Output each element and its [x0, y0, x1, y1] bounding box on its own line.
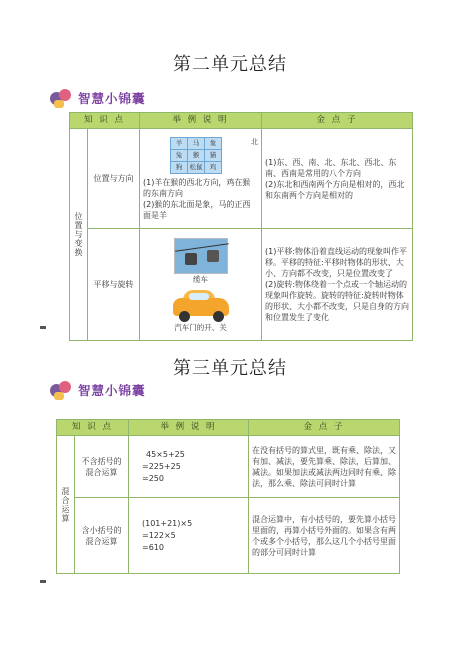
animal-grid: 羊 马 象 兔 猴 猫 狗 松鼠 鸡: [170, 137, 222, 174]
cable-car-caption: 缆车: [193, 275, 208, 284]
tips-cell: [262, 129, 413, 229]
calc-line: =250: [142, 473, 164, 483]
example-line: (2)猴的东北面是象，马的正西面是羊: [143, 199, 251, 220]
table-row: [70, 129, 413, 229]
unit3-table: [56, 419, 400, 574]
example-line: (1)羊在猴的西北方向，鸡在猴的东南方向: [143, 177, 251, 198]
group-label: 位置与变换: [70, 129, 88, 341]
table-header-row: [57, 420, 400, 436]
header-knowledge: 知 识 点: [57, 420, 129, 436]
example-cell: [140, 129, 262, 229]
unit3-title: 第三单元总结: [173, 358, 287, 379]
scan-mark: [40, 326, 46, 329]
table-row: [70, 229, 413, 341]
header-example: 举 例 说 明: [129, 420, 249, 436]
mascot-icon: [50, 88, 72, 108]
brand-label: 智慧小锦囊: [78, 91, 146, 106]
mascot-icon: [50, 380, 72, 400]
tips-cell: 混合运算中，有小括号的，要先算小括号里面的，再算小括号外面的。如果含有两个或多个小括号，那么这几个小括号里面的部分可同时计算: [249, 498, 400, 574]
unit2-table: [69, 112, 413, 341]
calc-line: =122×5: [142, 530, 176, 540]
header-tips: 金 点 子: [262, 113, 413, 129]
tip-line: (1)东、西、南、北、东北、西北、东南、西南是常用的八个方向: [265, 157, 397, 178]
tip-line: (1)平移:物体沿着直线运动的现象叫作平移。平移的特征:平移时物体的形状、大小、方向都不改变，只是位置改变了: [265, 247, 408, 278]
topic-cell: 不含括号的混合运算: [75, 436, 129, 498]
topic-cell: 位置与方向: [88, 129, 140, 229]
calc-line: =610: [142, 542, 164, 552]
topic-cell: 平移与旋转: [88, 229, 140, 341]
table-header-row: [70, 113, 413, 129]
group-label: 混合运算: [57, 436, 75, 574]
header-example: 举 例 说 明: [140, 113, 262, 129]
tip-line: (2)东北和西南两个方向是相对的，西北和东南两个方向是相对的: [265, 179, 405, 200]
tips-cell: 在没有括号的算式里，既有乘、除法，又有加、减法，要先算乘、除法，后算加、减法。如果加法或减法两边同时有乘、除法，那么乘、除法可同时计算: [249, 436, 400, 498]
table-row: [57, 436, 400, 498]
header-knowledge: 知 识 点: [70, 113, 140, 129]
tip-line: (2)旋转:物体绕着一个点或一个轴运动的现象叫作旋转。旋转的特征:旋转时物体的形状、大小都不改变，只是自身的方向和位置发生了变化: [265, 280, 409, 322]
calc-line: =225+25: [142, 461, 181, 471]
unit2-title: 第二单元总结: [173, 54, 287, 75]
topic-cell: 含小括号的混合运算: [75, 498, 129, 574]
calc-line: 45×5+25: [146, 449, 185, 459]
example-cell: [129, 498, 249, 574]
car-caption: 汽车门的开、关: [174, 323, 227, 332]
unit2-brand: [50, 88, 146, 108]
calc-line: (101+21)×5: [142, 518, 193, 528]
example-cell: [129, 436, 249, 498]
north-marker: 北: [251, 137, 258, 146]
brand-label: 智慧小锦囊: [78, 383, 146, 398]
direction-map: [143, 137, 258, 177]
header-tips: 金 点 子: [249, 420, 400, 436]
tips-cell: [262, 229, 413, 341]
car-image: [169, 288, 233, 322]
table-row: [57, 498, 400, 574]
cable-car-image: [174, 238, 228, 274]
unit3-brand: [50, 380, 146, 400]
example-cell: [140, 229, 262, 341]
scan-mark: [40, 580, 46, 583]
